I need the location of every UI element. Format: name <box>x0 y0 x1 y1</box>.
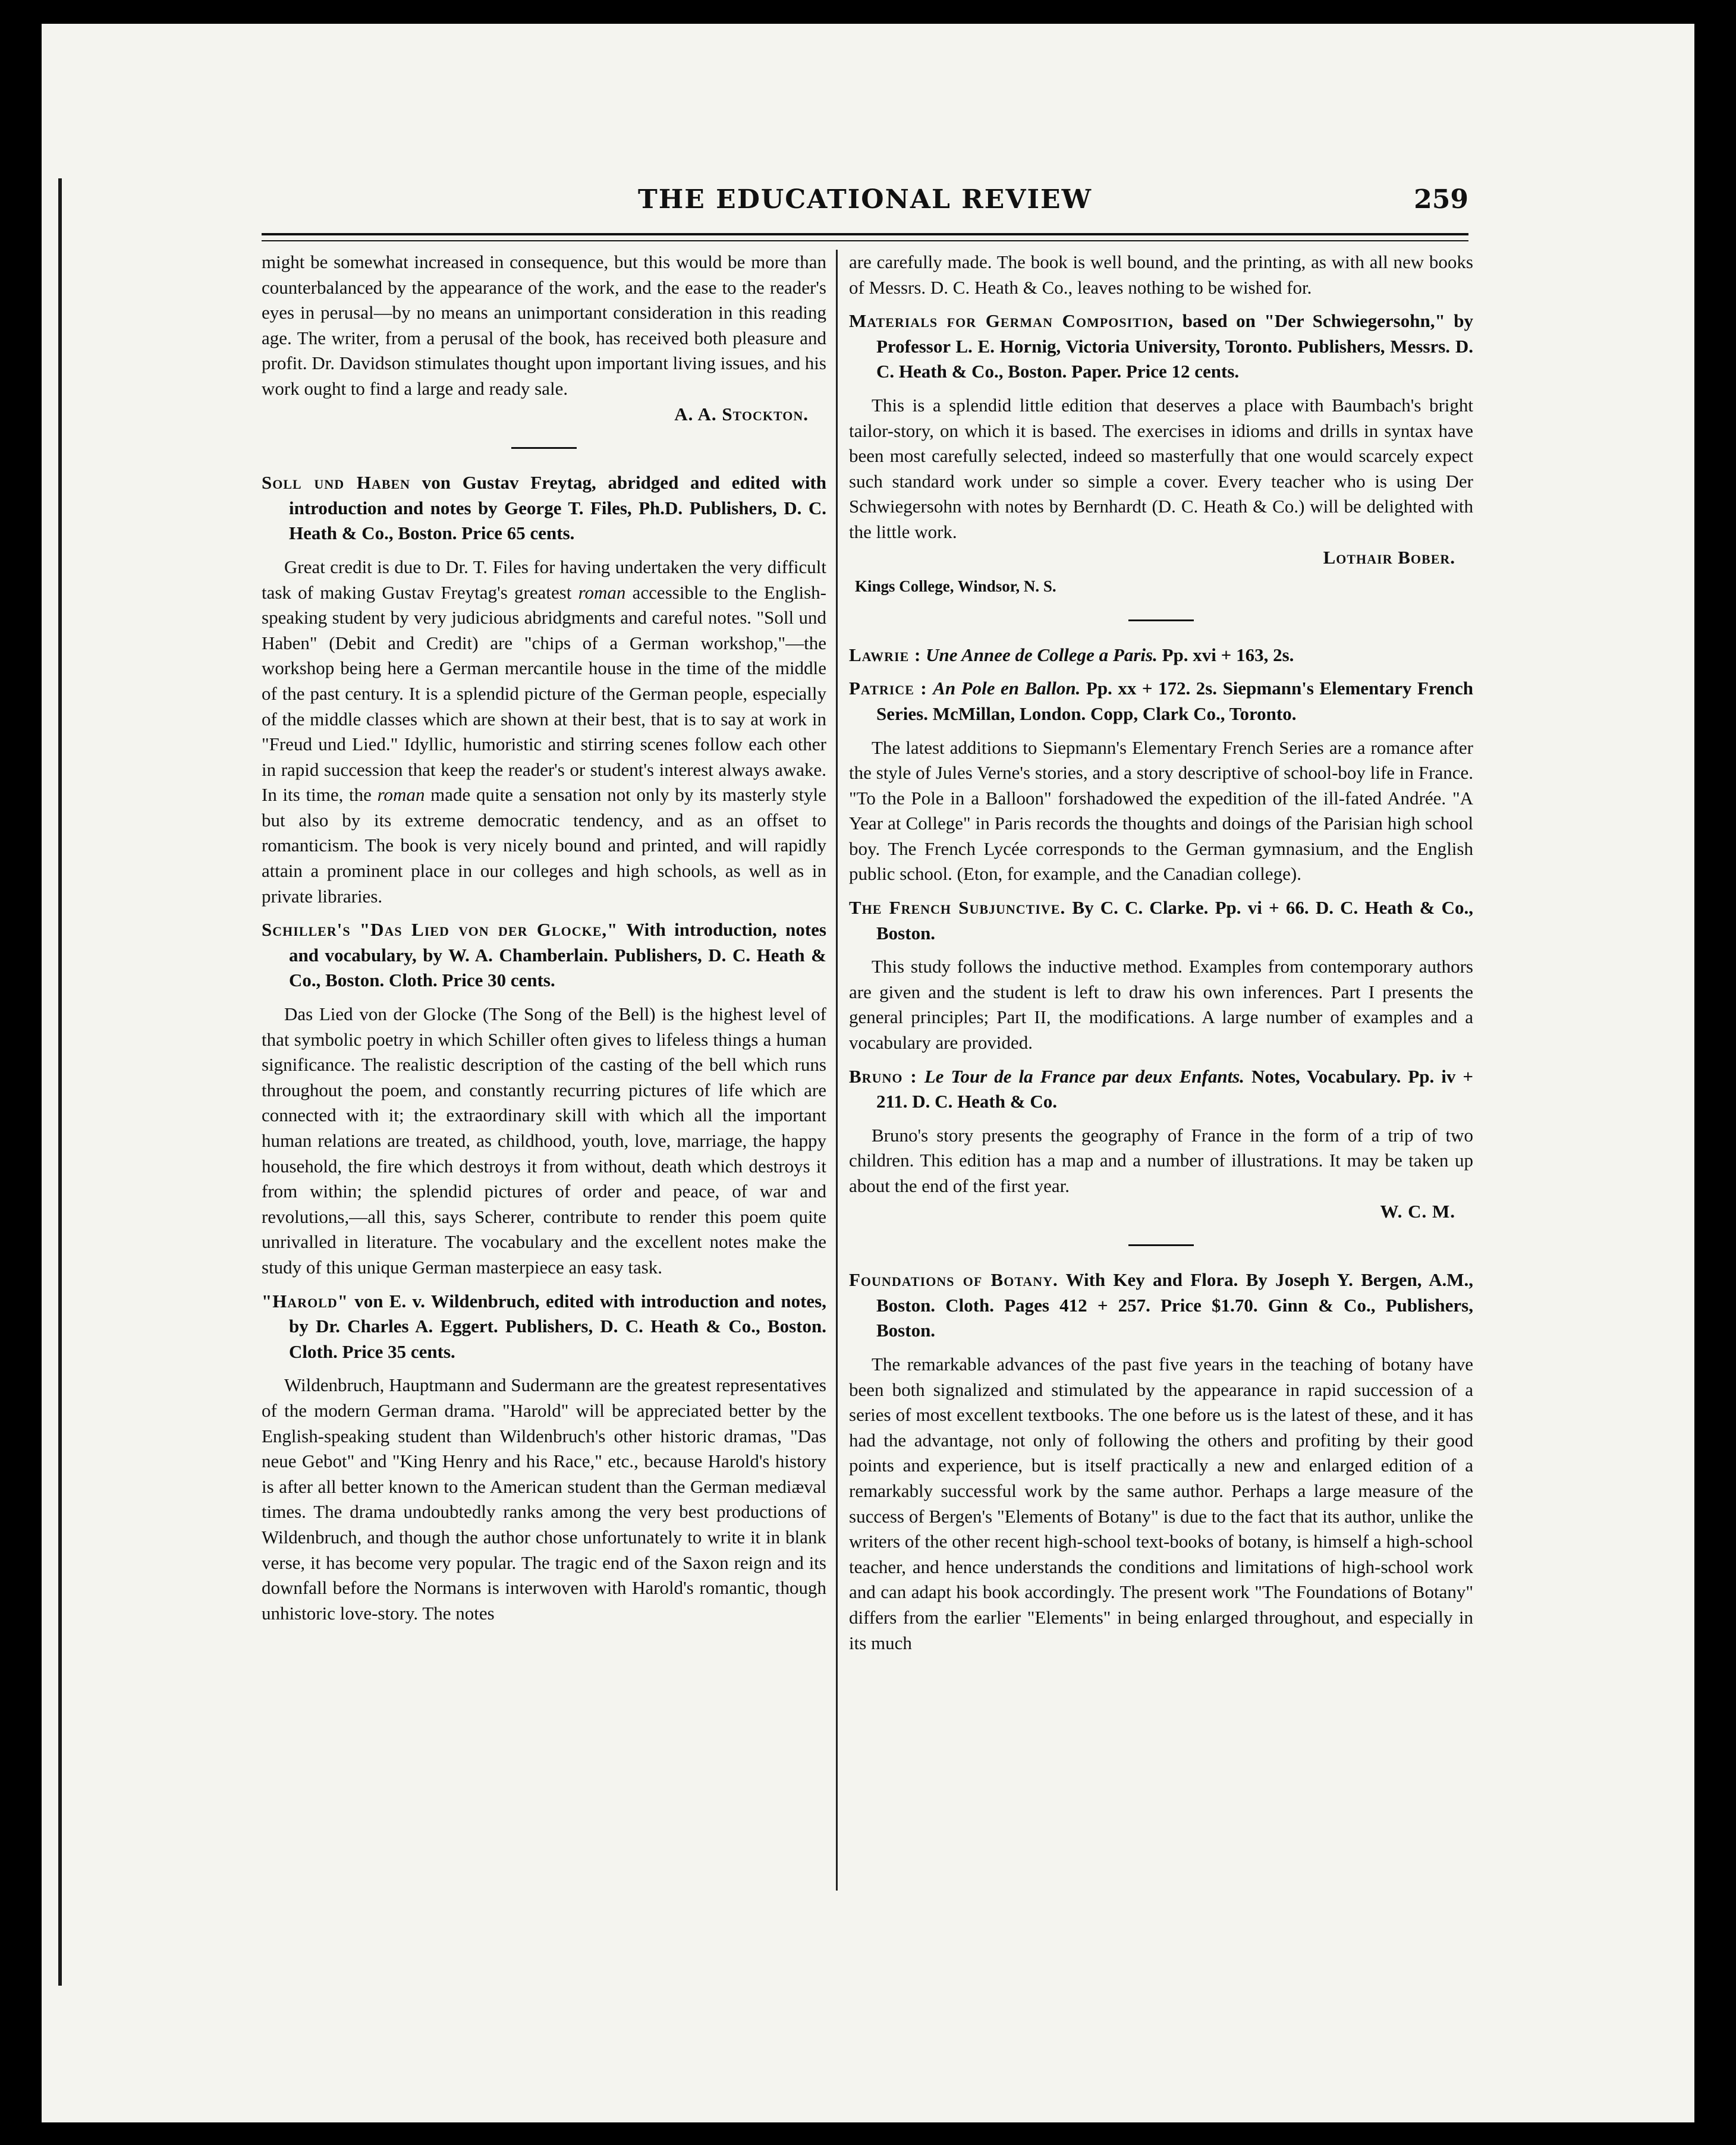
book-details: Notes, Vocabulary. Pp. iv + 211. D. C. Heath & Co. <box>876 1065 1473 1112</box>
book-entry <box>849 895 1473 946</box>
book-title: The French Subjunctive. <box>849 897 1066 919</box>
right-column <box>849 250 1473 2033</box>
page-number: 259 <box>1414 184 1468 215</box>
paragraph: might be somewhat increased in consequence, but this would be more than counterbalanced by the appearance of the work, and the ease to the reader's eyes in perusal—by no means an unimportant consideration in this reading age. The writer, from a perusal of the book, has received both pleasure and profit. Dr. Davidson stimulates thought upon important living issues, and his work ought to find a large and ready sale. <box>262 251 826 399</box>
paragraph: This study follows the inductive method. Examples from contemporary authors are given and the student is left to draw his own inferences. Part I presents the general principles; Part II, the modifications. A large number of examples and a vocabulary are provided. <box>849 956 1473 1053</box>
book-title: Soll und Haben <box>262 472 411 493</box>
book-title: "Harold" <box>262 1290 348 1311</box>
journal-title: THE EDUCATIONAL REVIEW <box>637 184 1093 215</box>
book-entry <box>849 1064 1473 1115</box>
book-title: Foundations of Botany. <box>849 1269 1058 1291</box>
paragraph: Das Lied von der Glocke (The Song of the Bell) is the highest level of that symbolic poetry in which Schiller often gives to lifeless things a human significance. The realistic description of the casting of the bell which runs throughout the poem, and constantly recurring pictures of life which are connected with it; the extraordinary skill with which all the important human relations are treated, as childhood, youth, love, marriage, the happy household, the fire which destroys it from without, death which destroys it from within; the splendid pictures of order and peace, of war and revolutions,—all this, says Scherer, contribute to render this poem quite unrivalled in literature. The vocabulary and the excellent notes make the study of this unique German masterpiece an easy task. <box>262 1004 826 1278</box>
book-details: With introduction, notes and vocabulary, by W. A. Chamberlain. Publishers, D. C. Heath & Co., Boston. Cloth. Price 30 cents. <box>289 919 826 991</box>
paragraph: The remarkable advances of the past five years in the teaching of botany have been both signalized and stimulated by the appearance in rapid succession of a series of most excellent textbooks. The one before us is the latest of these, and it has had the advantage, not only of following the others and profiting by their good points and experience, but is itself practically a new and enlarged edition of a remarkably successful work by the same author. Perhaps a large measure of the success of Bergen's "Elements of Botany" is due to the fact that its author, unlike the writers of the other recent high-school text-books of botany, is himself a high-school teacher, and hence understands the conditions and limitations of high-school work and can adapt his book accordingly. The present work "The Foundations of Botany" differs from the earlier "Elements" in being enlarged throughout, and especially in its much <box>849 1353 1473 1653</box>
book-title-italic: Une Annee de College a Paris. <box>926 644 1158 665</box>
book-entry <box>849 1268 1473 1344</box>
book-title: Bruno : <box>849 1065 917 1087</box>
book-details: By C. C. Clarke. Pp. vi + 66. D. C. Heath & Co., Boston. <box>876 897 1473 943</box>
book-details: based on "Der Schwiegersohn," by Professor L. E. Hornig, Victoria University, Toronto. Publishers, Messrs. D. C. Heath & Co., Boston. Paper. Price 12 cents. <box>876 310 1473 382</box>
left-column <box>262 250 826 2033</box>
book-entry <box>849 643 1473 668</box>
signature: A. A. Stockton. <box>674 403 809 424</box>
book-title: Schiller's "Das Lied von der Glocke," <box>262 919 618 941</box>
book-entry <box>262 917 826 993</box>
paragraph: The latest additions to Siepmann's Elementary French Series are a romance after the style of Jules Verne's stories, and a story descriptive of school-boy life in France. "To the Pole in a Balloon" forshadowed the expedition of the ill-fated Andrée. "A Year at College" in Paris records the thoughts and doings of the Parisian high school boy. The French Lycée corresponds to the German gymnasium, and the English public school. (Eton, for example, and the Canadian college). <box>849 737 1473 885</box>
book-title: Materials for German Composition, <box>849 310 1174 332</box>
book-title-italic: Le Tour de la France par deux Enfants. <box>924 1065 1245 1087</box>
column-divider <box>836 250 838 1891</box>
header-rule-thin <box>262 240 1468 241</box>
section-separator <box>1128 1244 1194 1246</box>
paragraph: Bruno's story presents the geography of France in the form of a trip of two children. This edition has a map and a number of illustrations. It may be taken up about the end of the first year. <box>849 1124 1473 1196</box>
signature: Lothair Bober. <box>1323 546 1455 568</box>
paragraph: Great credit is due to Dr. T. Files for having undertaken the very difficult task of making Gustav Freytag's greatest roman accessible to the English-speaking student by very judicious abridgments and careful notes. "Soll und Haben" (Debit and Credit) are "chips of a German workshop,"—the workshop being here a German mercantile house in the time of the middle of the past century. It is a splendid picture of the German people, especially of the middle classes which are shown at their best, that is to say at work in "Freud und Lied." Idyllic, humoristic and stirring scenes follow each other in rapid succession that keep the reader's or student's interest always awake. In its time, the roman made quite a sensation not only by its masterly style but also by its extreme democratic tendency, and as an offset to romanticism. The book is very nicely bound and printed, and will rapidly attain a prominent place in our colleges and high schools, as well as in private libraries. <box>262 556 826 907</box>
book-details: von Gustav Freytag, abridged and edited with introduction and notes by George T. Files, Ph.D. Publishers, D. C. Heath & Co., Boston. Price 65 cents. <box>289 472 826 544</box>
italic-term: roman <box>377 784 425 806</box>
book-entry <box>849 676 1473 726</box>
running-header <box>262 184 1468 226</box>
book-details: Pp. xx + 172. 2s. Siepmann's Elementary French Series. McMillan, London. Copp, Clark Co., Toronto. <box>876 678 1473 724</box>
book-entry <box>849 309 1473 385</box>
page-scan <box>42 24 1694 2122</box>
paragraph: This is a splendid little edition that deserves a place with Baumbach's bright tailor-story, on which it is based. The exercises in idioms and drills in syntax have been most carefully selected, indeed so masterfully that one would scarcely expect such standard work under so simple a cover. Every teacher who is using Der Schwiegersohn with notes by Bernhardt (D. C. Heath & Co.) will be delighted with the little work. <box>849 394 1473 542</box>
book-title-italic: An Pole en Ballon. <box>933 678 1081 699</box>
paragraph: are carefully made. The book is well bound, and the printing, as with all new books of Messrs. D. C. Heath & Co., leaves nothing to be wished for. <box>849 251 1473 298</box>
signature: W. C. M. <box>1380 1200 1455 1222</box>
book-details: Pp. xvi + 163, 2s. <box>1157 644 1294 665</box>
paragraph: Wildenbruch, Hauptmann and Sudermann are the greatest representatives of the modern German drama. "Harold" will be appreciated better by the English-speaking student than Wildenbruch's other historic dramas, "Das neue Gebot" and "King Henry and his Race," etc., because Harold's history is after all better known to the American student than the German mediæval times. The drama undoubtedly ranks among the very best productions of Wildenbruch, and though the author chose unfortunately to write it in blank verse, it has become very popular. The tragic end of the Saxon reign and its downfall before the Normans is interwoven with Harold's romantic, though unhistoric love-story. The notes <box>262 1375 826 1624</box>
signature-place: Kings College, Windsor, N. S. <box>855 577 1056 596</box>
book-title: Lawrie : <box>849 644 922 665</box>
header-rule <box>262 233 1468 235</box>
italic-term: roman <box>578 581 626 603</box>
book-details: With Key and Flora. By Joseph Y. Bergen, A.M., Boston. Cloth. Pages 412 + 257. Price $1.70. Ginn & Co., Publishers, Boston. <box>876 1269 1473 1341</box>
binding-edge-line <box>58 178 62 1986</box>
book-title: Patrice : <box>849 678 927 699</box>
section-separator <box>1128 619 1194 621</box>
book-details: von E. v. Wildenbruch, edited with introduction and notes, by Dr. Charles A. Eggert. Publishers, D. C. Heath & Co., Boston. Cloth. Price 35 cents. <box>289 1290 826 1362</box>
book-entry <box>262 1289 826 1365</box>
section-separator <box>511 447 577 449</box>
book-entry <box>262 470 826 546</box>
